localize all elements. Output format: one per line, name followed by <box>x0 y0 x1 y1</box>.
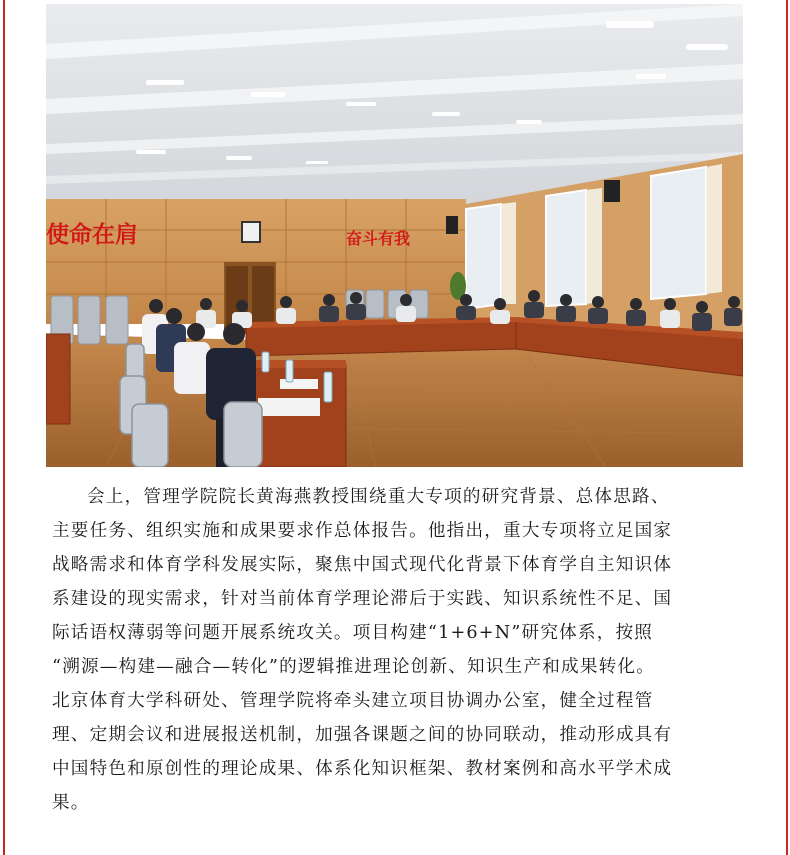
article-line: 果。 <box>52 793 90 813</box>
article-body <box>52 480 742 820</box>
article-line: 主要任务、组织实施和成果要求作总体报告。他指出，重大专项将立足国家 <box>52 521 673 541</box>
article-line: 会上，管理学院院长黄海燕教授围绕重大专项的研究背景、总体思路、 <box>87 487 670 507</box>
article-line: 际话语权薄弱等问题开展系统攻关。项目构建“1+6+N”研究体系，按照 <box>52 623 654 643</box>
banner-left-text: 使命在肩 <box>46 221 138 248</box>
banner-right-text: 奋斗有我 <box>346 229 411 248</box>
article-line: 北京体育大学科研处、管理学院将牵头建立项目协调办公室，健全过程管 <box>52 691 654 711</box>
meeting-photo <box>46 4 743 467</box>
article-line: 系建设的现实需求，针对当前体育学理论滞后于实践、知识系统性不足、国 <box>52 589 673 609</box>
article-line: 中国特色和原创性的理论成果、体系化知识框架、教材案例和高水平学术成 <box>52 759 673 779</box>
article-line: 战略需求和体育学科发展实际，聚焦中国式现代化背景下体育学自主知识体 <box>52 555 673 575</box>
article-line: 理、定期会议和进展报送机制，加强各课题之间的协同联动，推动形成具有 <box>52 725 673 745</box>
article-line: “溯源—构建—融合—转化”的逻辑推进理论创新、知识生产和成果转化。 <box>52 657 655 677</box>
left-red-border <box>3 0 5 855</box>
right-red-border <box>786 0 788 855</box>
